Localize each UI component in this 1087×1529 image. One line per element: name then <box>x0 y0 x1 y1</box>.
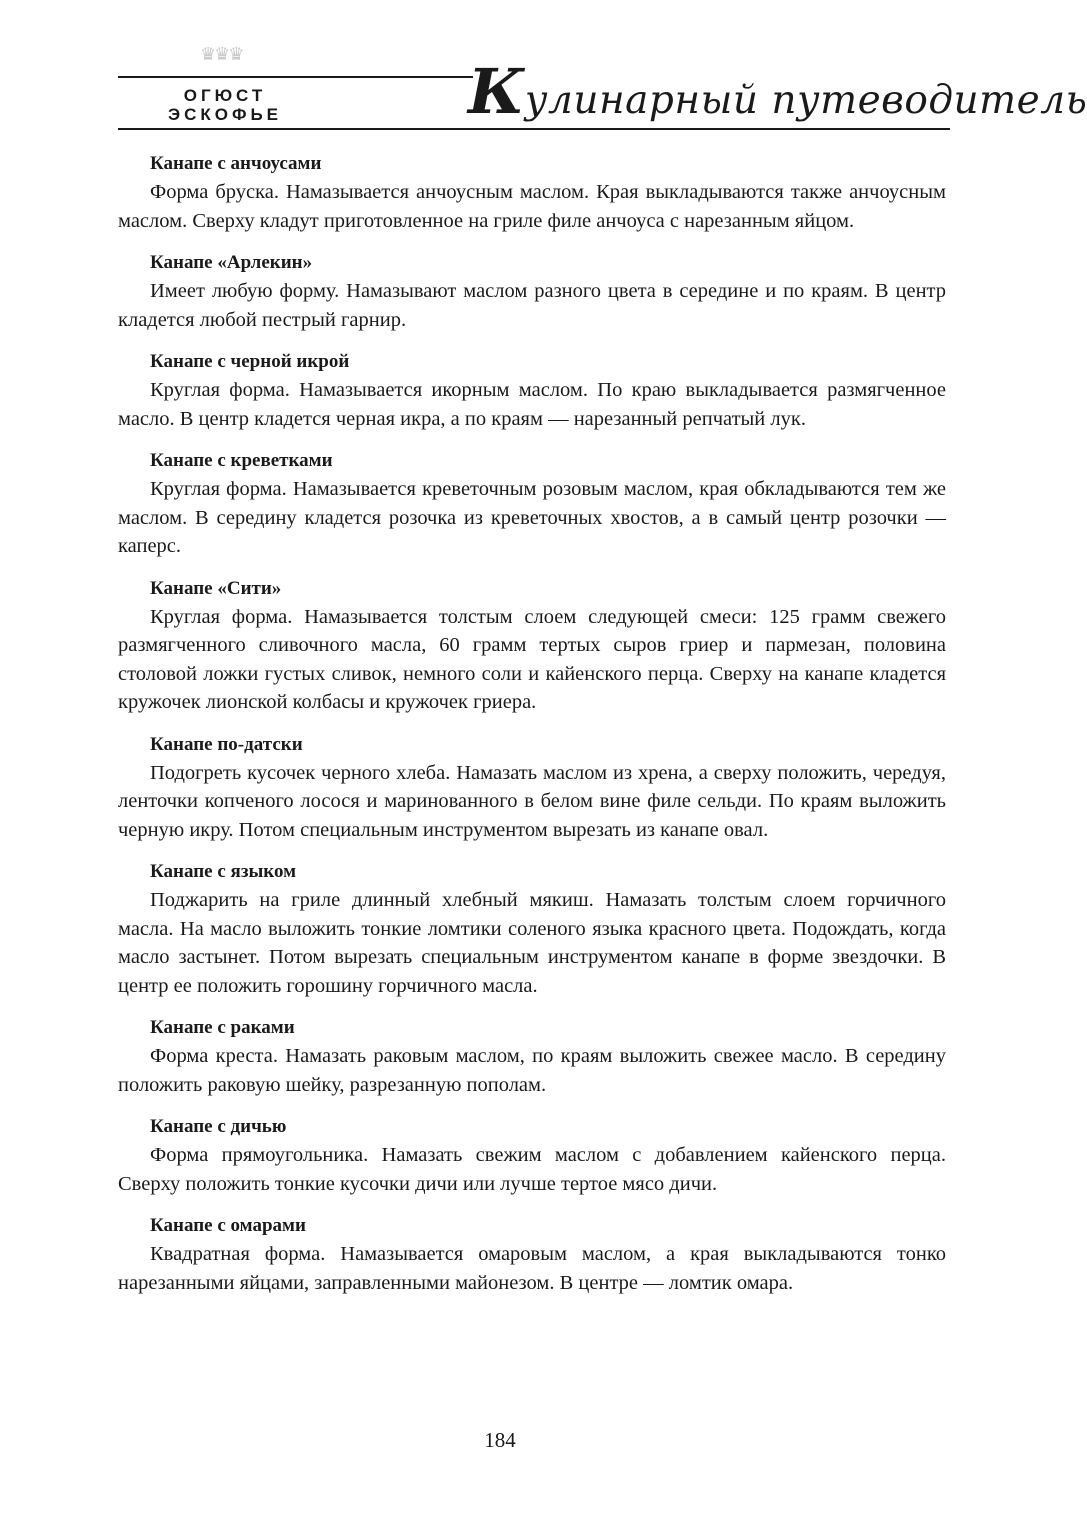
recipe-text: Форма креста. Намазать раковым маслом, по краям выложить свежее масло. В середину положить раковую шейку, разрезанную пополам. <box>118 1045 946 1096</box>
recipe-text: Квадратная форма. Намазывается омаровым маслом, а края выкладываются тонко нарезанными яйцами, заправленными майонезом. В центре — ломтик омара. <box>118 1243 946 1294</box>
recipe-text: Круглая форма. Намазывается икорным маслом. По краю выкладывается размягченное масло. В центр кладется черная икра, а по краям — нарезанный репчатый лук. <box>118 379 946 430</box>
author-first-name: ОГЮСТ <box>183 86 267 105</box>
recipe <box>118 858 946 1000</box>
recipe <box>118 1212 946 1297</box>
recipe-title: Канапе с омарами <box>150 1215 306 1236</box>
recipe <box>118 1113 946 1198</box>
recipe <box>118 249 946 334</box>
recipe <box>118 1014 946 1099</box>
recipe-title: Канапе с черной икрой <box>150 351 350 372</box>
recipe-title: Канапе с анчоусами <box>150 153 322 174</box>
recipe <box>118 731 946 845</box>
recipe-text: Поджарить на гриле длинный хлебный мякиш. Намазать толстым слоем горчичного масла. На масло выложить тонкие ломтики соленого языка красного цвета. Подождать, когда масло застынет. Потом вырезать специальным инструментом канапе в форме звездочки. В центр ее положить горошину горчичного масла. <box>118 889 946 997</box>
recipe-text: Форма бруска. Намазывается анчоусным маслом. Края выкладываются также анчоусным маслом. Сверху кладут приготовленное на гриле филе анчоуса с нарезанным яйцом. <box>118 181 946 232</box>
header-rule-top <box>118 76 473 78</box>
recipe-title: Канапе с раками <box>150 1017 295 1038</box>
recipe <box>118 150 946 235</box>
page-content <box>118 150 946 1311</box>
recipe-title: Канапе по-датски <box>150 733 303 755</box>
recipe-text: Круглая форма. Намазывается толстым слоем следующей смеси: 125 грамм свежего размягченного сливочного масла, 60 грамм тертых сыров гриер и пармезан, половина столовой ложки густых сливок, немного соли и кайенского перца. Сверху на канапе кладется кружочек лионской колбасы и кружочек гриера. <box>118 605 946 713</box>
author-name <box>125 86 325 124</box>
series-title-rest: улинарный путеводитель <box>524 78 1087 123</box>
page-number: 184 <box>484 1428 516 1452</box>
recipe-title: Канапе с дичью <box>150 1116 287 1137</box>
recipe-title: Канапе «Сити» <box>150 577 282 599</box>
recipe-title: Канапе «Арлекин» <box>150 252 313 273</box>
series-title <box>468 55 1087 131</box>
recipe <box>118 447 946 561</box>
recipe-text: Имеет любую форму. Намазывают маслом разного цвета в середине и по краям. В центр кладется любой пестрый гарнир. <box>118 280 946 331</box>
series-title-initial: К <box>468 55 525 128</box>
recipe-text: Круглая форма. Намазывается креветочным розовым маслом, края обкладываются тем же маслом. В середину кладется розочка из креветочных хвостов, а в самый центр розочки — каперс. <box>118 478 946 557</box>
recipe <box>118 575 946 717</box>
recipe-title: Канапе с креветками <box>150 450 333 471</box>
recipe-text: Форма прямоугольника. Намазать свежим маслом с добавлением кайенского перца. Сверху положить тонкие кусочки дичи или лучше тертое мясо дичи. <box>118 1144 946 1195</box>
recipe-title: Канапе с языком <box>150 861 297 882</box>
author-last-name: ЭСКОФЬЕ <box>167 105 283 124</box>
crown-icon: ♛♛♛ <box>200 44 243 65</box>
recipe-text: Подогреть кусочек черного хлеба. Намазать маслом из хрена, а сверху положить, чередуя, ленточки копченого лосося и маринованного в белом вине филе сельди. По краям выложить черную икру. Потом специальным инструментом вырезать из канапе овал. <box>118 761 946 841</box>
recipe <box>118 348 946 433</box>
